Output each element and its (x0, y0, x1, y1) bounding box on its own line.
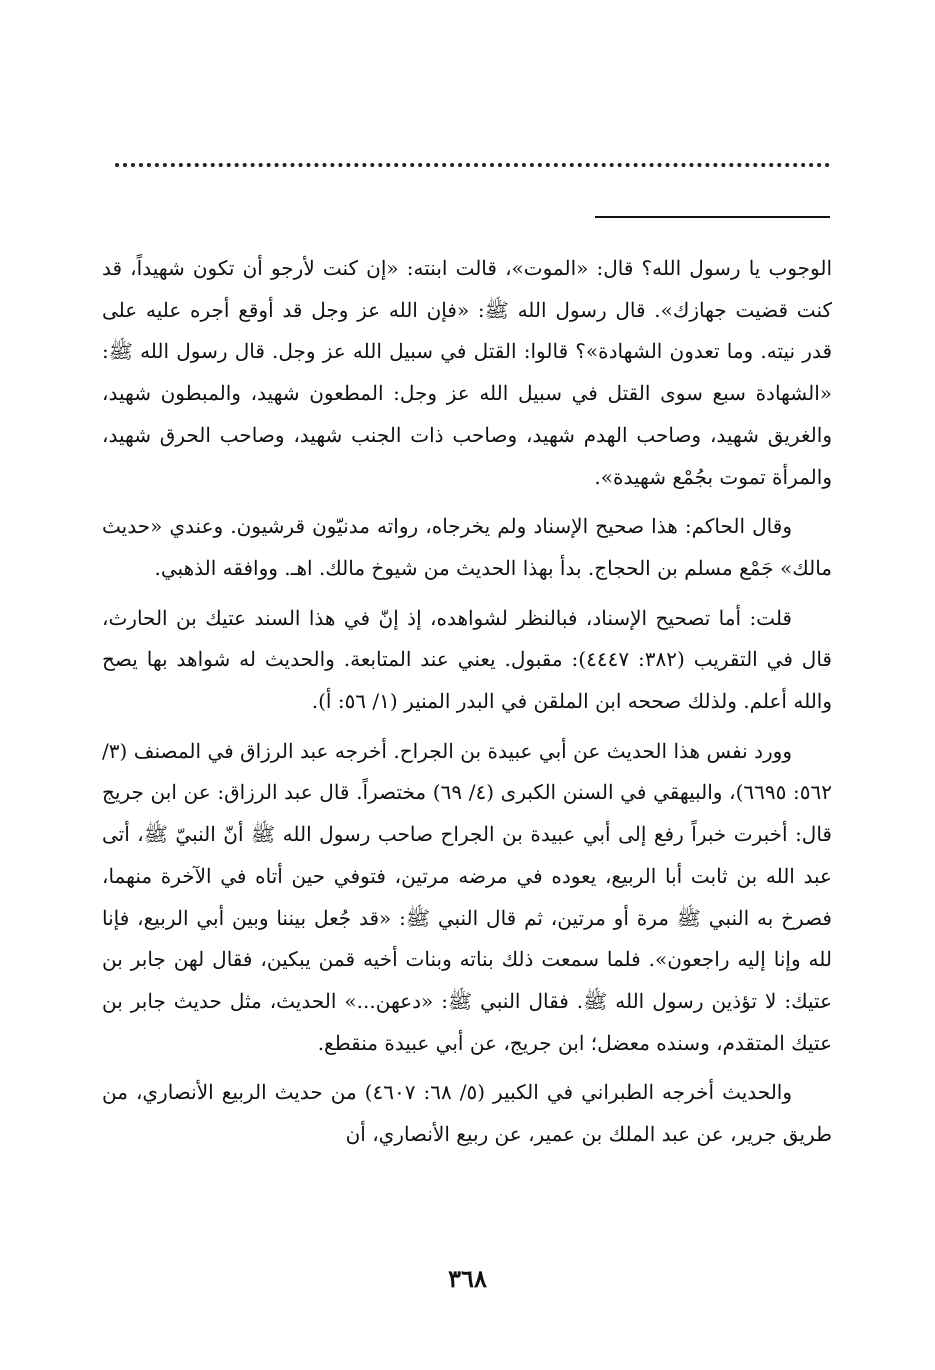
paragraph-3: قلت: أما تصحيح الإسناد، فبالنظر لشواهده، إذ إنّ في هذا السند عتيك بن الحارث، قال في التقريب (٣٨٢: ٤٤٤٧): مقبول. يعني عند المتابعة. والحديث له شواهد بها يصح والله أعلم. ولذلك صححه ابن الملقن في البدر المنير (١/ ٥٦: أ). (102, 605, 832, 714)
paragraph-4: وورد نفس هذا الحديث عن أبي عبيدة بن الجراح. أخرجه عبد الرزاق في المصنف (٣/ ٥٦٢: ٦٦٩٥)، والبيهقي في السنن الكبرى (٤/ ٦٩) مختصراً. قال عبد الرزاق: عن ابن جريج قال: أخبرت خبراً رفع إلى أبي عبيدة بن الجراح صاحب رسول الله ﷺ أنّ النبيّ ﷺ، أتى عبد الله بن ثابت أبا الربيع، يعوده في مرضه مرتين، فتوفي حين أتاه في الآخرة منهما، فصرخ به النبي ﷺ مرة أو مرتين، ثم قال النبي ﷺ: «قد جُعل بيننا وبين أبي الربيع، فإنا لله وإنا إليه راجعون». فلما سمعت ذلك بناته وبنات أخيه قمن يبكين، فقال لهن جابر بن عتيك: لا تؤذين رسول الله ﷺ. فقال النبي ﷺ: «دعهن...» الحديث، مثل حديث جابر بن عتيك المتقدم، وسنده معضل؛ ابن جريج، عن أبي عبيدة منقطع. (102, 738, 832, 1055)
footnote-rule (595, 216, 830, 218)
paragraph-2: وقال الحاكم: هذا صحيح الإسناد ولم يخرجاه، رواته مدنيّون قرشيون. وعندي «حديث مالك» جَمْع مسلم بن الحجاج. بدأ بهذا الحديث من شيوخ مالك. اهـ. ووافقه الذهبي. (102, 514, 832, 580)
dotted-separator (115, 163, 830, 167)
footnote-text (102, 248, 832, 1164)
paragraph-5: والحديث أخرجه الطبراني في الكبير (٥/ ٦٨: ٤٦٠٧) من حديث الربيع الأنصاري، من طريق جرير، عن عبد الملك بن عمير، عن ربيع الأنصاري، أن (102, 1080, 832, 1147)
page-number: ٣٦٨ (448, 1264, 487, 1293)
paragraph-1: الوجوب يا رسول الله؟ قال: «الموت»، قالت ابنته: «إن كنت لأرجو أن تكون شهيداً، قد كنت قضيت جهازك». قال رسول الله ﷺ: «فإن الله عز وجل قد أوقع أجره عليه على قدر نيته. وما تعدون الشهادة»؟ قالوا: القتل في سبيل الله عز وجل. قال رسول الله ﷺ: «الشهادة سبع سوى القتل في سبيل الله عز وجل: المطعون شهيد، والمبطون شهيد، والغريق شهيد، وصاحب الهدم شهيد، وصاحب ذات الجنب شهيد، وصاحب الحرق شهيد، والمرأة تموت بجُمْع شهيدة». (102, 256, 832, 489)
